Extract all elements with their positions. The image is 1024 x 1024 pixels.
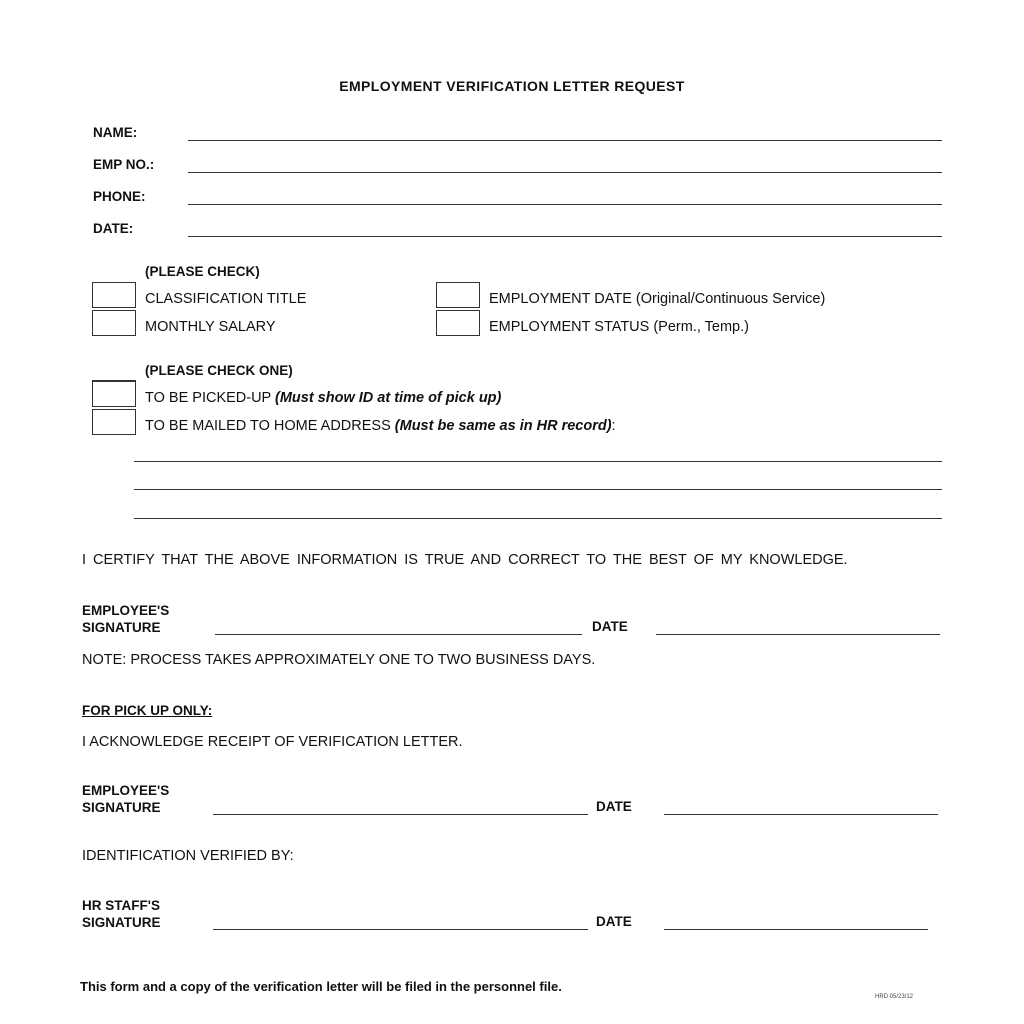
phone-label: PHONE: (93, 189, 146, 204)
employment-date-label: EMPLOYMENT DATE (Original/Continuous Service) (489, 291, 826, 307)
footer-note: This form and a copy of the verification letter will be filed in the personnel file. (80, 979, 562, 994)
checkbox-monthly-salary[interactable] (92, 310, 136, 336)
employee-signature-field-1[interactable] (215, 634, 582, 635)
hr-date-field[interactable] (664, 929, 928, 930)
certify-date-field[interactable] (656, 634, 940, 635)
checkbox-classification-title[interactable] (92, 282, 136, 308)
mailed-home-option (145, 418, 616, 434)
checkbox-employment-status[interactable] (436, 310, 480, 336)
acknowledge-statement: I ACKNOWLEDGE RECEIPT OF VERIFICATION LETTER. (82, 734, 463, 750)
pickup-date-label: DATE (596, 799, 632, 814)
employee-signature-label2-line1: EMPLOYEE'S (82, 783, 170, 798)
classification-title-label: CLASSIFICATION TITLE (145, 291, 307, 307)
checkbox-mailed-home[interactable] (92, 409, 136, 435)
mailed-home-note: (Must be same as in HR record) (394, 418, 612, 434)
hr-signature-label-line2: SIGNATURE (82, 915, 161, 930)
employee-signature-label-line1: EMPLOYEE'S (82, 603, 170, 618)
please-check-heading: (PLEASE CHECK) (145, 264, 260, 279)
emp-no-label: EMP NO.: (93, 157, 155, 172)
pickup-heading: FOR PICK UP ONLY: (82, 703, 213, 718)
mailed-home-label: TO BE MAILED TO HOME ADDRESS (145, 418, 395, 434)
employment-status-label: EMPLOYMENT STATUS (Perm., Temp.) (489, 319, 749, 335)
name-label: NAME: (93, 125, 138, 140)
hr-date-label: DATE (596, 914, 632, 929)
form-code: HRD 05/23/12 (875, 994, 914, 1000)
process-note: NOTE: PROCESS TAKES APPROXIMATELY ONE TO TWO BUSINESS DAYS. (82, 652, 596, 668)
picked-up-note: (Must show ID at time of pick up) (275, 390, 502, 406)
phone-field[interactable] (188, 204, 942, 205)
please-check-one-heading: (PLEASE CHECK ONE) (145, 363, 293, 378)
address-line-3[interactable] (134, 518, 942, 519)
address-line-1[interactable] (134, 461, 942, 462)
employee-signature-label-line2: SIGNATURE (82, 620, 161, 635)
picked-up-label: TO BE PICKED-UP (145, 390, 275, 406)
checkbox-employment-date[interactable] (436, 282, 480, 308)
employee-signature-label-2 (82, 782, 169, 816)
name-field[interactable] (188, 140, 942, 141)
employee-signature-label2-line2: SIGNATURE (82, 800, 161, 815)
hr-signature-field[interactable] (213, 929, 588, 930)
form-title: EMPLOYMENT VERIFICATION LETTER REQUEST (339, 78, 685, 94)
emp-no-field[interactable] (188, 172, 942, 173)
monthly-salary-label: MONTHLY SALARY (145, 319, 276, 335)
hr-signature-label (82, 897, 161, 931)
mailed-home-suffix: : (611, 418, 616, 434)
id-verified-label: IDENTIFICATION VERIFIED BY: (82, 848, 294, 864)
certify-statement: I CERTIFY THAT THE ABOVE INFORMATION IS TRUE AND CORRECT TO THE BEST OF MY KNOWLEDGE. (82, 552, 848, 568)
hr-signature-label-line1: HR STAFF'S (82, 898, 160, 913)
date-field[interactable] (188, 236, 942, 237)
address-line-2[interactable] (134, 489, 942, 490)
pickup-date-field[interactable] (664, 814, 938, 815)
employee-signature-label-1 (82, 602, 169, 636)
date-label: DATE: (93, 221, 134, 236)
employee-signature-field-2[interactable] (213, 814, 588, 815)
checkbox-picked-up[interactable] (92, 381, 136, 407)
picked-up-option (145, 390, 501, 406)
certify-date-label: DATE (592, 619, 628, 634)
